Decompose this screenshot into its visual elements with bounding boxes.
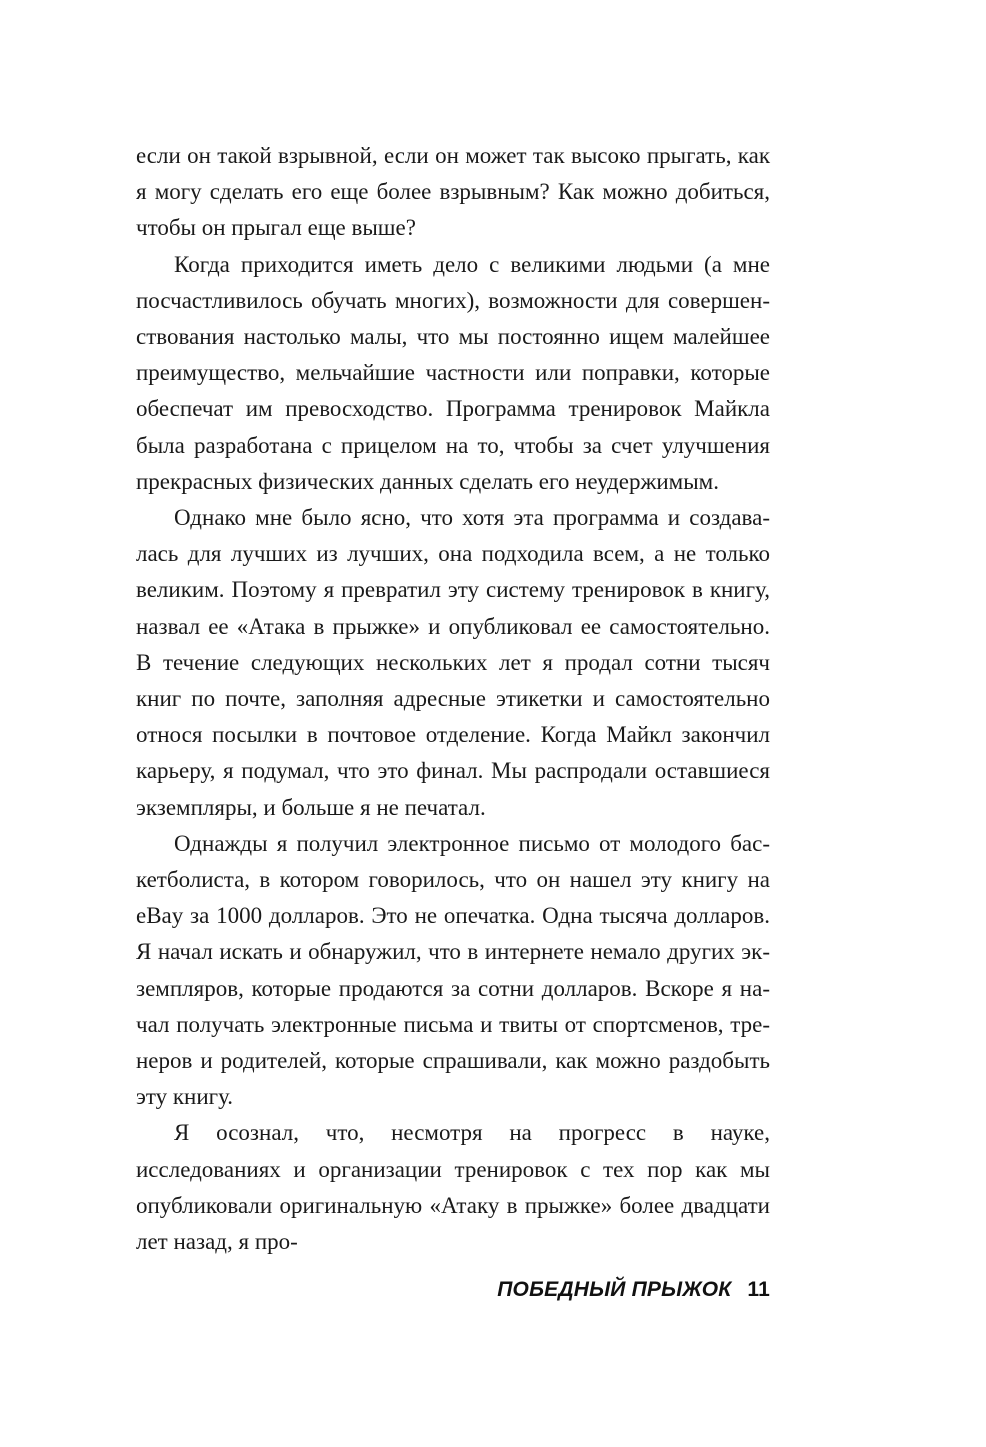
body-text [136, 138, 770, 1260]
page-footer [497, 1278, 770, 1302]
paragraph: Когда приходится иметь дело с великими людьми (а мне посчастливилось обучать многих), возможности для совершенствования настолько малы, что мы постоянно ищем малейшее преимущество, мельчайшие частности или поправки, которые обеспечат им превосходство. Программа тренировок Майкла была разработана с прицелом на то, чтобы за счет улучшения прекрасных физических данных сделать его неудержимым. [136, 251, 770, 494]
page-number: 11 [747, 1278, 770, 1301]
paragraph: Однако мне было ясно, что хотя эта программа и создавалась для лучших из лучших, она подходила всем, а не только великим. Поэтому я превратил эту систему тренировок в книгу, назвал ее «Атака в прыжке» и опубликовал ее самостоятельно. В течение следующих нескольких лет я продал сотни тысяч книг по почте, заполняя адресные этикетки и самостоятельно относя посылки в почтовое отделение. Когда Майкл закончил карьеру, я подумал, что это финал. Мы распродали оставшиеся экземпляры, и больше я не печатал. [136, 505, 770, 820]
paragraph: Однажды я получил электронное письмо от молодого баскетболиста, в котором говорилось, что он нашел эту книгу на eBay за 1000 долларов. Это не опечатка. Одна тысяча долларов. Я начал искать и обнаружил, что в интернете немало других экземпляров, которые продаются за сотни долларов. Вскоре я начал получать электронные письма и твиты от спортсменов, тренеров и родителей, которые спрашивали, как можно раздобыть эту книгу. [136, 830, 770, 1110]
running-title: ПОБЕДНЫЙ ПРЫЖОК [497, 1278, 732, 1301]
paragraph: если он такой взрывной, если он может так высоко прыгать, как я могу сделать его еще более взрывным? Как можно добиться, чтобы он прыгал еще выше? [136, 143, 770, 241]
paragraph: Я осознал, что, несмотря на прогресс в науке, исследованиях и организации тренировок с тех пор как мы опубликовали оригинальную «Атаку в прыжке» более двадцати лет назад, я про- [136, 1120, 770, 1255]
